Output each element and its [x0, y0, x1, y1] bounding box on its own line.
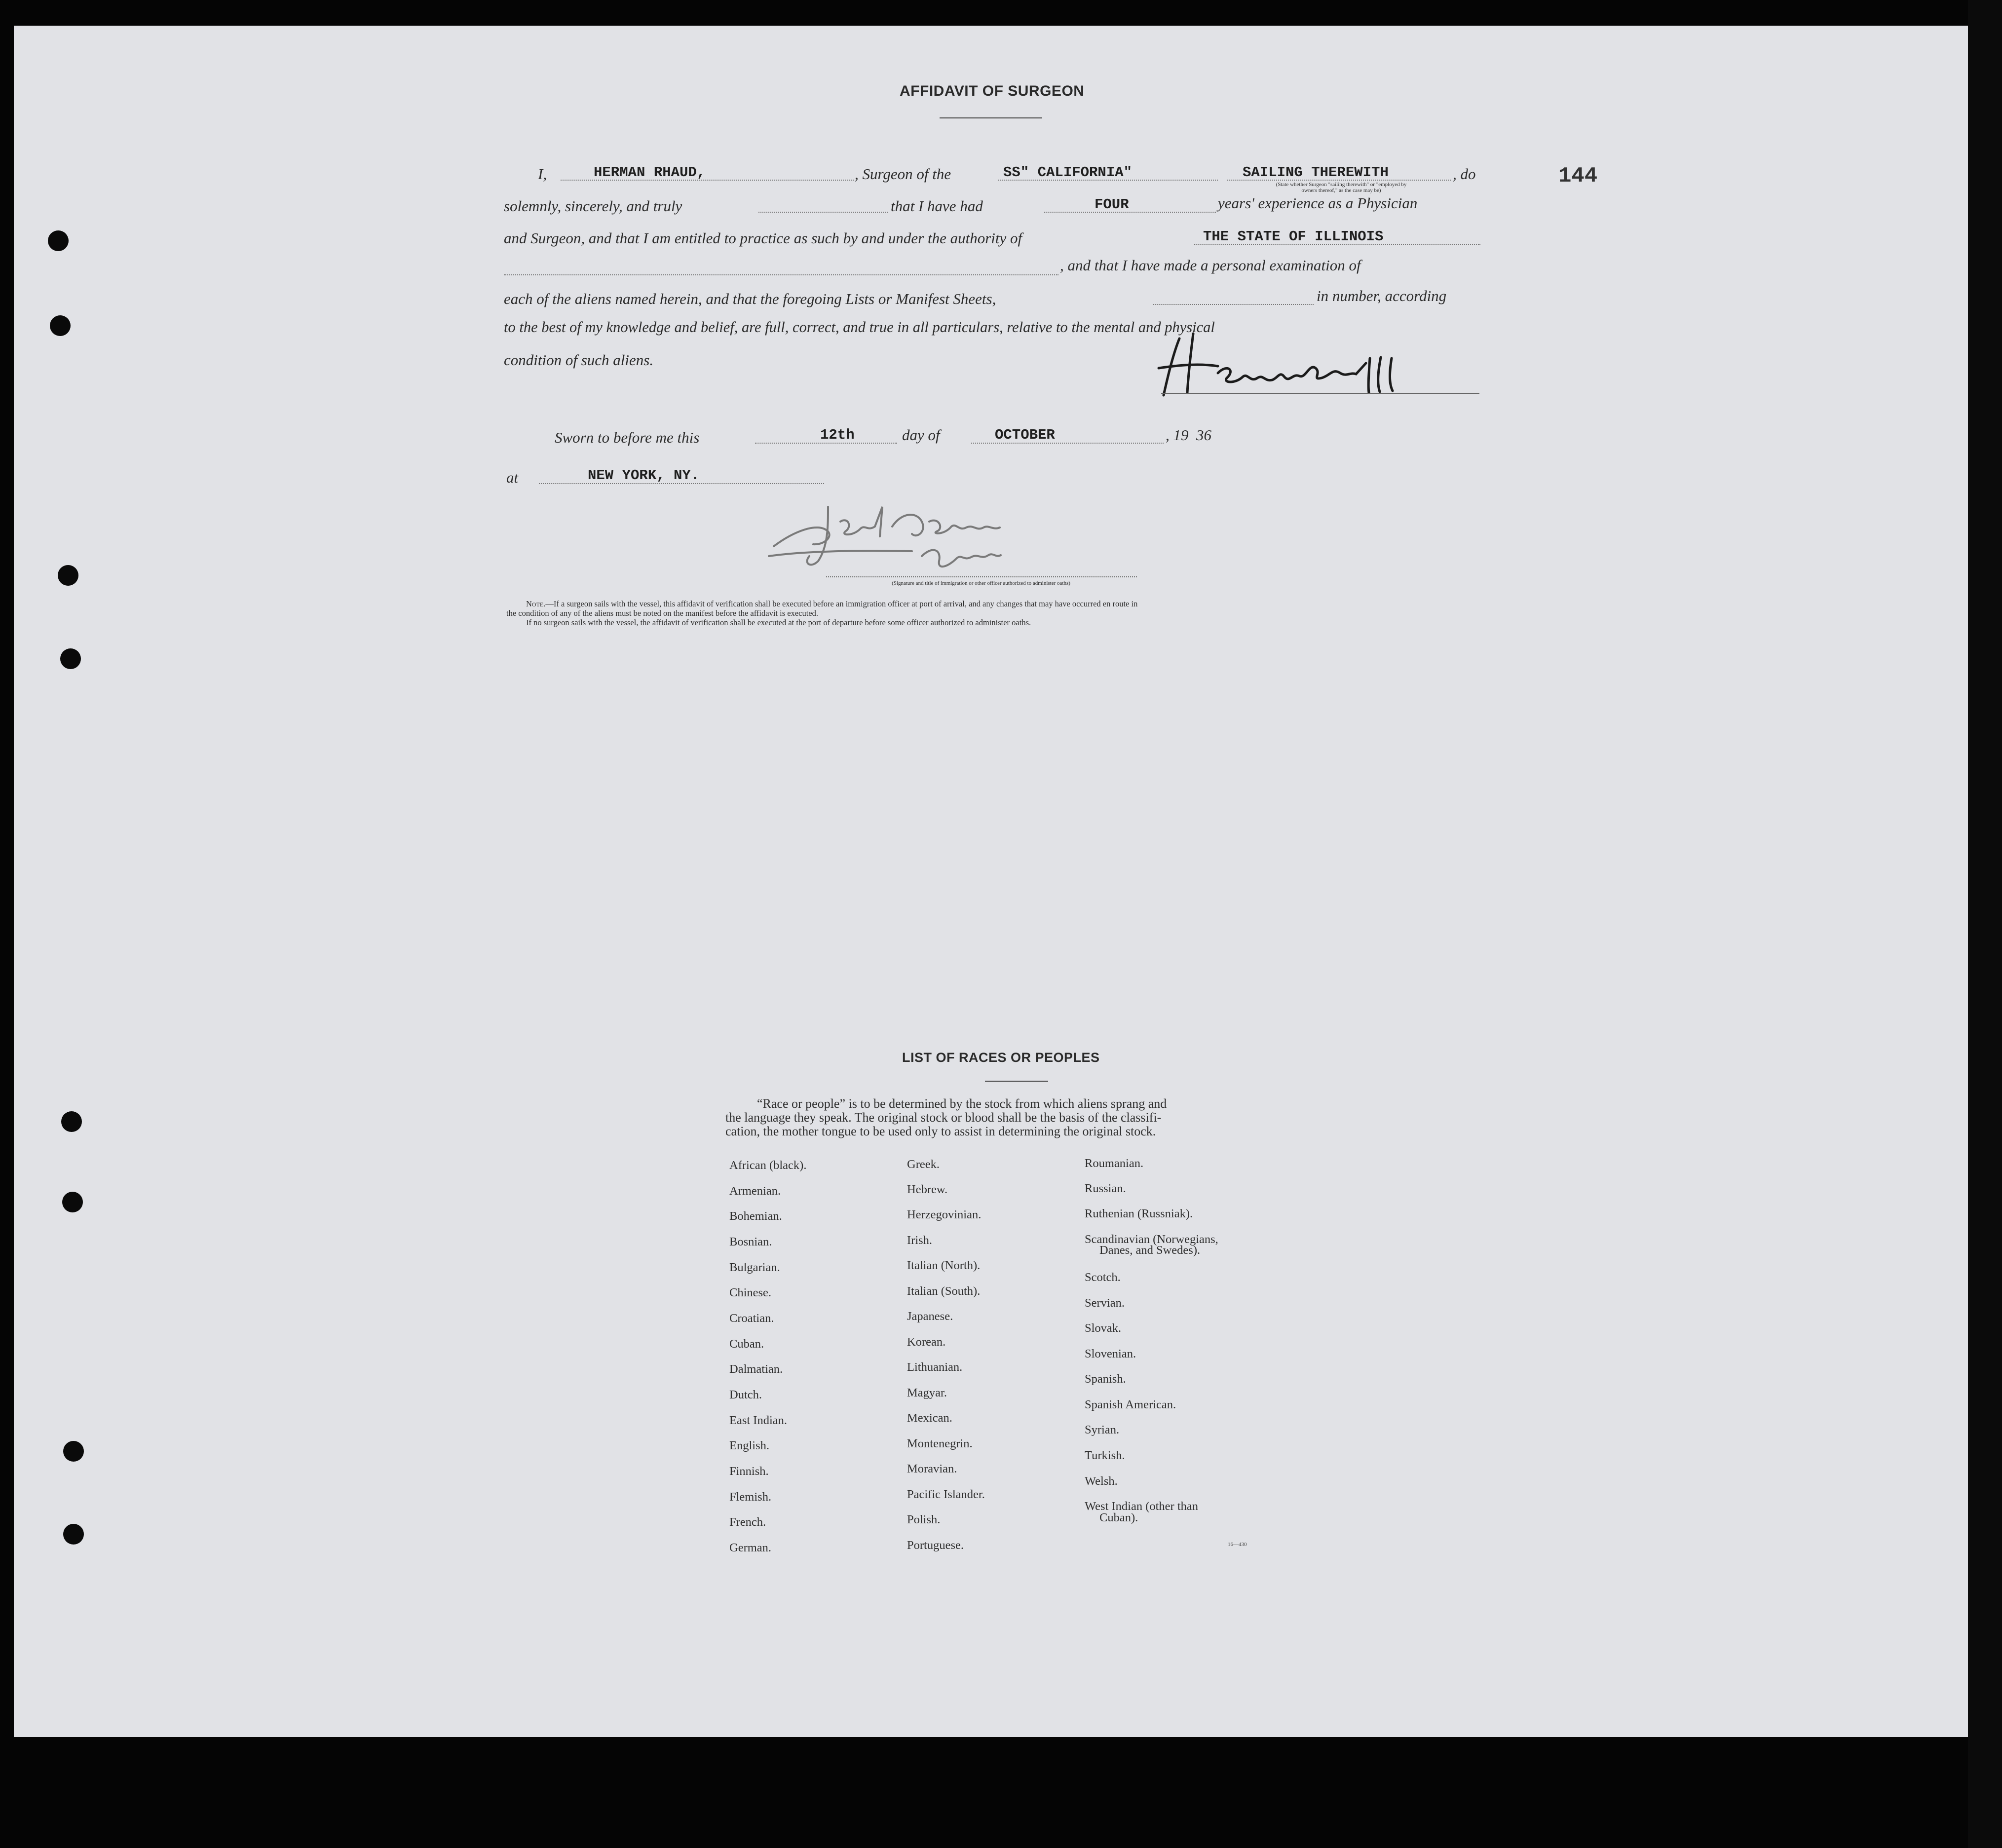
sworn-day-value: 12th [820, 427, 855, 443]
affidavit-text: to the best of my knowledge and belief, are full, correct, and true in all particulars, relative to the mental and physical [504, 319, 1215, 336]
race-item: Flemish. [729, 1490, 772, 1504]
race-item: English. [729, 1439, 769, 1452]
officer-caption: (Signature and title of immigration or other officer authorized to administer oaths) [892, 580, 1070, 586]
race-item: Greek. [907, 1158, 940, 1171]
race-item: Bohemian. [729, 1209, 782, 1223]
race-item: Irish. [907, 1234, 933, 1247]
affidavit-text: in number, according [1317, 287, 1447, 304]
race-item: Italian (South). [907, 1284, 981, 1298]
race-item: Montenegrin. [907, 1437, 973, 1450]
intro-line: the language they speak. The original stock or blood shall be the basis of the classifi- [725, 1110, 1162, 1125]
race-item: Moravian. [907, 1462, 957, 1475]
surgeon-signature [1149, 329, 1425, 403]
race-item: Armenian. [729, 1184, 781, 1198]
race-item: Cuban. [729, 1337, 764, 1351]
race-item: Bosnian. [729, 1235, 772, 1248]
form-number: 16—430 [1228, 1542, 1247, 1547]
affidavit-text: , Surgeon of the [855, 165, 951, 183]
binder-hole [63, 1524, 84, 1545]
race-item: Syrian. [1085, 1423, 1120, 1436]
races-title: LIST OF RACES OR PEOPLES [902, 1050, 1100, 1065]
binder-hole [48, 230, 69, 251]
affidavit-text: and Surgeon, and that I am entitled to practice as such by and under the authority of [504, 229, 1022, 247]
affidavit-title: AFFIDAVIT OF SURGEON [900, 83, 1085, 99]
surgeon-name-value: HERMAN RHAUD, [594, 164, 706, 181]
race-item: East Indian. [729, 1414, 788, 1427]
race-item: Dutch. [729, 1388, 762, 1401]
race-item: Dalmatian. [729, 1362, 783, 1376]
race-item: Roumanian. [1085, 1157, 1144, 1170]
note-line: If no surgeon sails with the vessel, the affidavit of verification shall be executed at the port of departure before some officer authorized to administer oaths. [526, 618, 1031, 627]
race-item: Korean. [907, 1335, 946, 1349]
capacity-note [1233, 182, 1450, 193]
affidavit-text: years' experience as a Physician [1218, 194, 1418, 212]
note-line: —If a surgeon sails with the vessel, this affidavit of verification shall be executed before an immigration officer at port of arrival, and any changes that may have occurred en route in [545, 599, 1138, 608]
race-item: Danes, and Swedes). [1099, 1244, 1201, 1257]
race-item: African (black). [729, 1159, 807, 1172]
page-number: 144 [1558, 164, 1598, 189]
race-item: West Indian (other than [1085, 1500, 1199, 1513]
race-item: Cuban). [1099, 1511, 1138, 1524]
vessel-name-value: SS" CALIFORNIA" [1003, 164, 1133, 181]
blank-line [504, 274, 1058, 275]
race-item: Ruthenian (Russniak). [1085, 1207, 1193, 1220]
race-item: Servian. [1085, 1296, 1125, 1310]
race-item: Bulgarian. [729, 1261, 780, 1274]
affidavit-text: condition of such aliens. [504, 351, 654, 369]
affidavit-text: I, [538, 165, 547, 183]
race-item: Russian. [1085, 1182, 1126, 1195]
race-item: Hebrew. [907, 1183, 948, 1196]
race-item: Slovenian. [1085, 1347, 1136, 1360]
note-label: Note. [526, 599, 546, 608]
binder-hole [63, 1441, 84, 1462]
surgeon-capacity-value: SAILING THEREWITH [1243, 164, 1389, 181]
affidavit-text: , and that I have made a personal examination of [1060, 257, 1361, 274]
race-item: Magyar. [907, 1386, 947, 1399]
race-item: Herzegovinian. [907, 1208, 982, 1221]
capacity-note-line: owners thereof," as the case may be) [1301, 188, 1381, 193]
race-item: Welsh. [1085, 1474, 1118, 1488]
intro-line: cation, the mother tongue to be used only to assist in determining the original stock. [725, 1124, 1156, 1138]
years-experience-value: FOUR [1095, 196, 1129, 213]
race-item: Pacific Islander. [907, 1488, 985, 1501]
race-item: Mexican. [907, 1411, 952, 1425]
scan-border [1968, 0, 2002, 1848]
place-value: NEW YORK, NY. [588, 467, 700, 484]
race-item: Chinese. [729, 1286, 772, 1299]
binder-hole [60, 648, 81, 669]
note-line: the condition of any of the aliens must be noted on the manifest before the affidavit is executed. [506, 608, 819, 618]
race-item: German. [729, 1541, 772, 1554]
race-item: Portuguese. [907, 1539, 964, 1552]
title-rule [940, 117, 1042, 118]
surgeon-signature-line [1161, 393, 1479, 394]
binder-hole [62, 1192, 83, 1212]
authority-value: THE STATE OF ILLINOIS [1203, 228, 1384, 245]
race-item: Slovak. [1085, 1321, 1122, 1335]
race-item: Croatian. [729, 1312, 774, 1325]
race-item: Finnish. [729, 1465, 769, 1478]
race-item: Spanish. [1085, 1372, 1126, 1386]
intro-line: “Race or people” is to be determined by the stock from which aliens sprang and [757, 1096, 1167, 1111]
races-intro [725, 1097, 1167, 1138]
affidavit-text: Sworn to before me this [555, 429, 700, 446]
sworn-month-value: OCTOBER [995, 427, 1055, 443]
binder-hole [50, 315, 71, 336]
race-item: Scandinavian (Norwegians, [1085, 1233, 1218, 1246]
binder-hole [58, 565, 78, 586]
affidavit-text: solemnly, sincerely, and truly [504, 197, 682, 215]
affidavit-text: that I have had [891, 197, 983, 215]
blank-line [1044, 212, 1216, 213]
officer-signature [754, 492, 1060, 576]
race-item: Turkish. [1085, 1449, 1125, 1462]
affidavit-text: day of [902, 426, 940, 444]
capacity-note-line: (State whether Surgeon "sailing therewith" or "employed by [1276, 182, 1407, 188]
affidavit-note [506, 599, 1137, 627]
affidavit-text: each of the aliens named herein, and that the foregoing Lists or Manifest Sheets, [504, 290, 996, 307]
race-item: Lithuanian. [907, 1360, 963, 1374]
sworn-year-suffix: 36 [1196, 426, 1211, 444]
race-item: Polish. [907, 1513, 941, 1526]
affidavit-text: at [506, 469, 519, 486]
affidavit-text: , 19 [1166, 426, 1189, 444]
affidavit-text: , do [1453, 165, 1476, 183]
officer-signature-line [826, 576, 1137, 577]
race-item: Japanese. [907, 1310, 953, 1323]
document-page [14, 26, 1968, 1737]
race-item: Scotch. [1085, 1271, 1121, 1284]
title-rule [985, 1081, 1048, 1082]
binder-hole [61, 1111, 82, 1132]
blank-line [1153, 304, 1314, 305]
race-item: French. [729, 1515, 766, 1529]
race-item: Spanish American. [1085, 1398, 1176, 1411]
race-item: Italian (North). [907, 1259, 981, 1272]
blank-line [758, 212, 888, 213]
